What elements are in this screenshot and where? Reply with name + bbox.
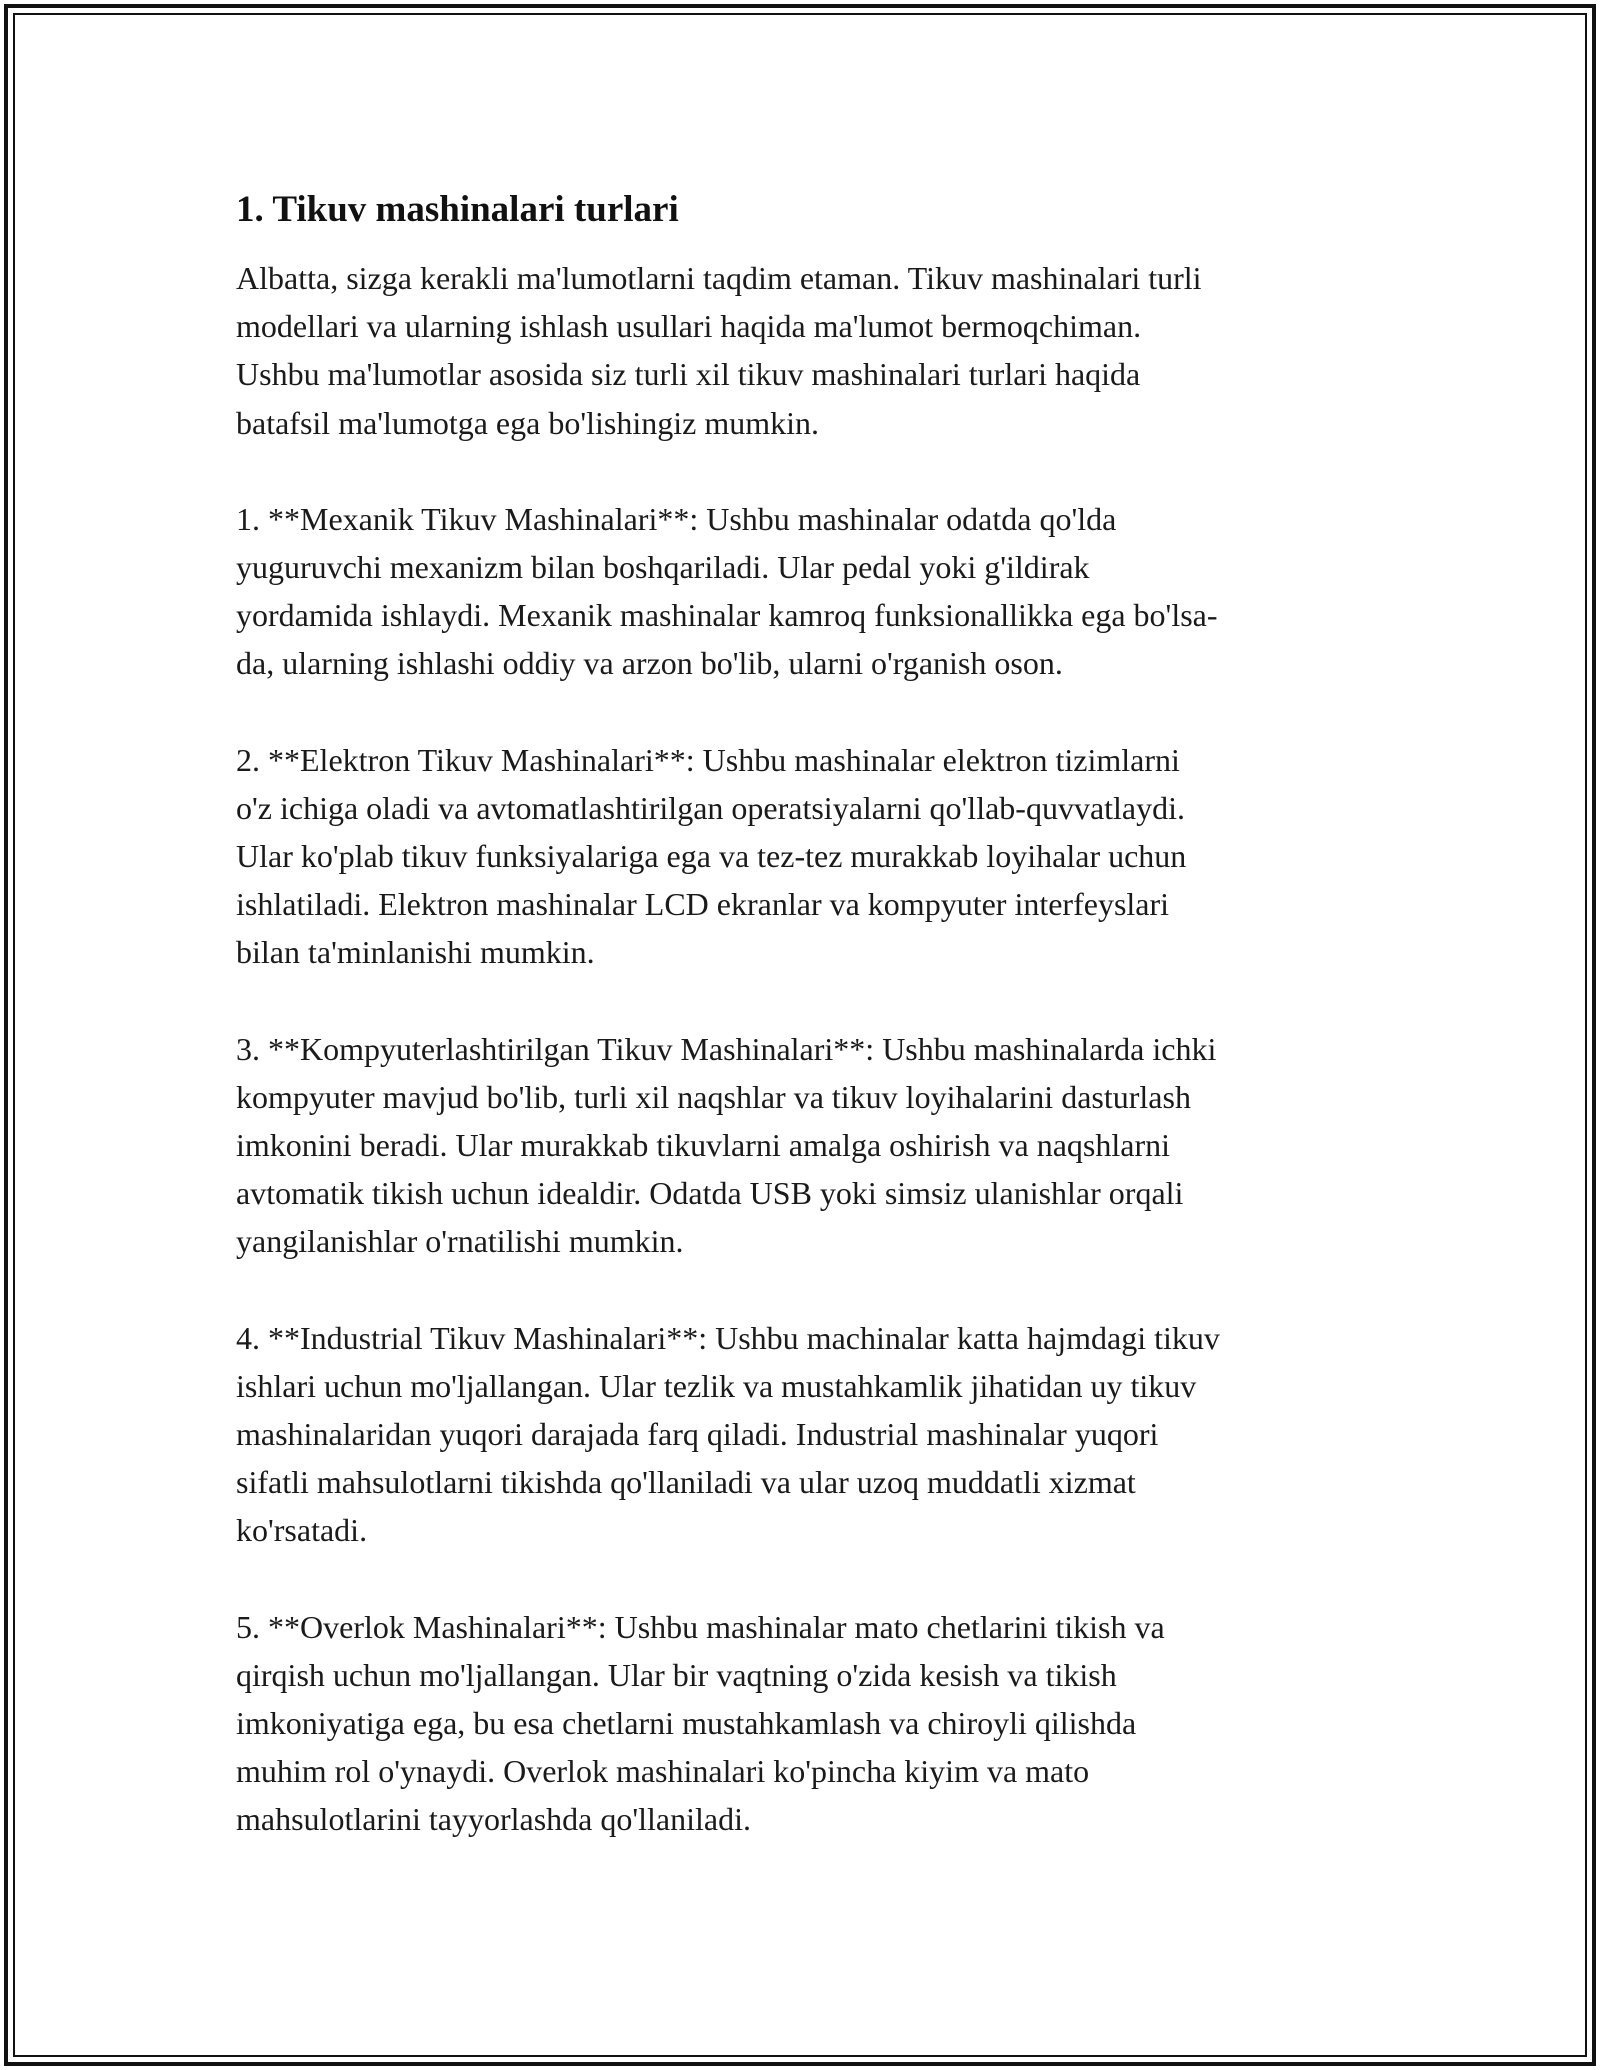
intro-paragraph: Albatta, sizga kerakli ma'lumotlarni taqdim etaman. Tikuv mashinalari turli modellari va ularning ishlash usullari haqida ma'lumot bermoqchiman. Ushbu ma'lumotlar asosida siz turli xil tikuv mashinalari turlari haqida batafsil ma'lumotga ega bo'lishingiz mumkin. [236, 260, 1202, 441]
document-body [236, 186, 1372, 1892]
list-item-industrial: 4. **Industrial Tikuv Mashinalari**: Ushbu machinalar katta hajmdagi tikuv ishlari uchun mo'ljallangan. Ular tezlik va mustahkamlik jihatidan uy tikuv mashinalaridan yuqori darajada farq qiladi. Industrial mashinalar yuqori sifatli mahsulotlarni tikishda qo'llaniladi va ular uzoq muddatli xizmat ko'rsatadi. [236, 1319, 1220, 1549]
list-item-electronic: 2. **Elektron Tikuv Mashinalari**: Ushbu mashinalar elektron tizimlarni o'z ichiga oladi va avtomatlashtirilgan operatsiyalarni qo'llab-quvvatlaydi. Ular ko'plab tikuv funksiyalariga ega va tez-tez murakkab loyihalar uchun ishlatiladi. Elektron mashinalar LCD ekranlar va kompyuter interfeyslari bilan ta'minlanishi mumkin. [236, 741, 1187, 971]
list-item-computerized: 3. **Kompyuterlashtirilgan Tikuv Mashinalari**: Ushbu mashinalarda ichki kompyuter mavjud bo'lib, turli xil naqshlar va tikuv loyihalarini dasturlash imkonini beradi. Ular murakkab tikuvlarni amalga oshirish va naqshlarni avtomatik tikish uchun idealdir. Odatda USB yoki simsiz ulanishlar orqali yangilanishlar o'rnatilishi mumkin. [236, 1030, 1217, 1260]
list-item-overlock: 5. **Overlok Mashinalari**: Ushbu mashinalar mato chetlarini tikish va qirqish uchun mo'ljallangan. Ular bir vaqtning o'zida kesish va tikish imkoniyatiga ega, bu esa chetlarni mustahkamlash va chiroyli qilishda muhim rol o'ynaydi. Overlok mashinalari ko'pincha kiyim va mato mahsulotlarini tayyorlashda qo'llaniladi. [236, 1608, 1165, 1838]
list-item-mechanical: 1. **Mexanik Tikuv Mashinalari**: Ushbu mashinalar odatda qo'lda yuguruvchi mexanizm bilan boshqariladi. Ular pedal yoki g'ildirak yordamida ishlaydi. Mexanik mashinalar kamroq funksionallikka ega bo'lsa- da, ularning ishlashi oddiy va arzon bo'lib, ularni o'rganish oson. [236, 500, 1218, 682]
page-title: 1. Tikuv mashinalari turlari [236, 189, 679, 230]
